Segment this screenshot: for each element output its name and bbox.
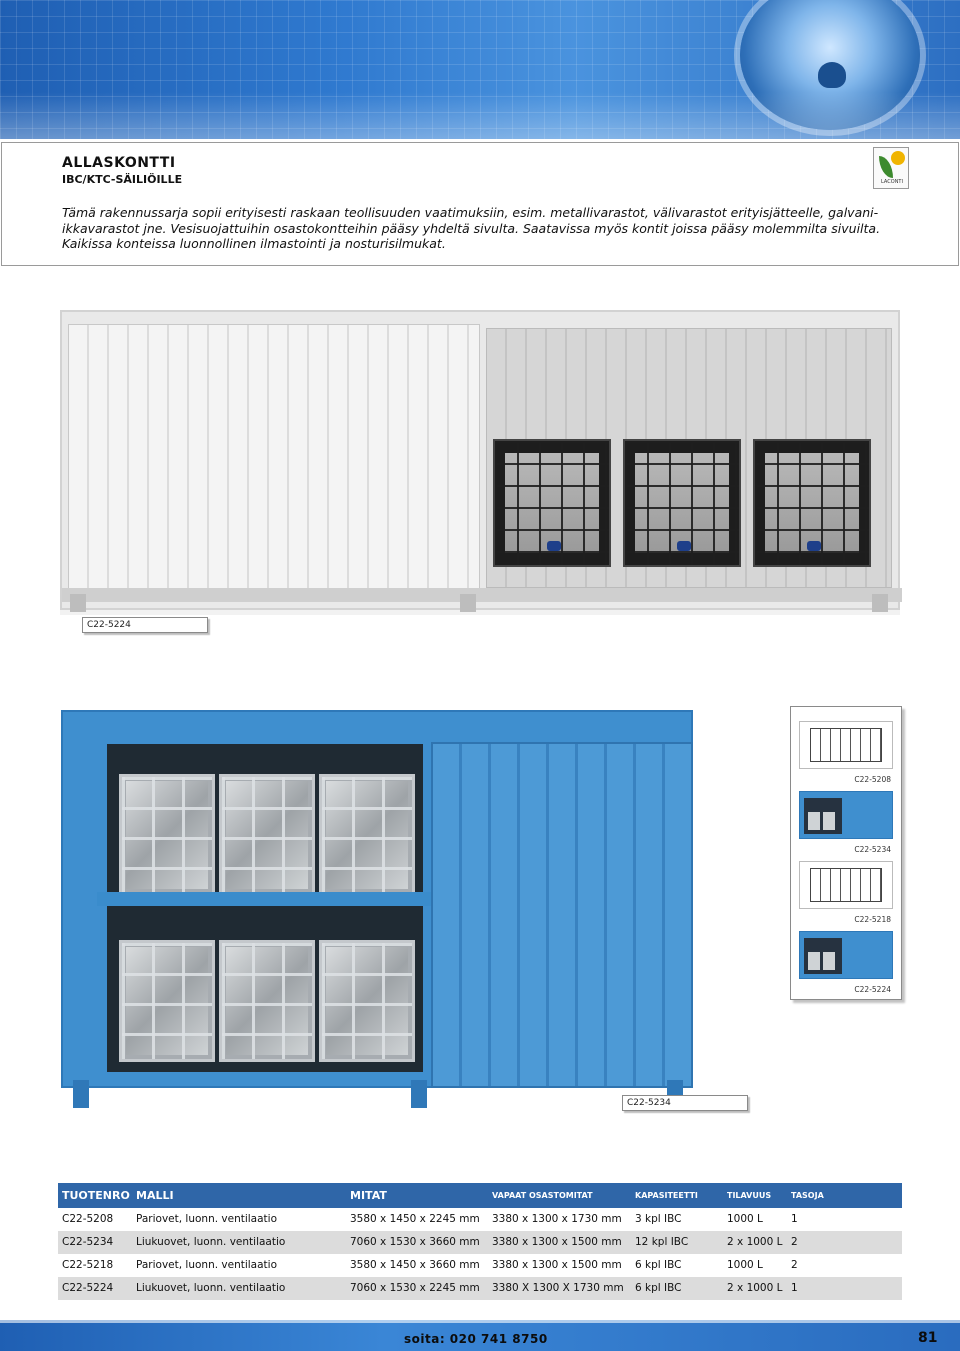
open-compartment [101, 738, 429, 1078]
cell-capacity: 6 kpl IBC [635, 1282, 682, 1294]
logo-text: LACONTI [881, 179, 903, 185]
cell-levels: 2 [791, 1236, 798, 1248]
column-header: KAPASITEETTI [635, 1191, 698, 1200]
logo-sun-icon [891, 151, 905, 165]
thumbnail-photo [799, 931, 893, 979]
cell-volume: 1000 L [727, 1259, 763, 1271]
table-row [58, 1231, 902, 1254]
sliding-door [68, 324, 480, 594]
ibc-tank [219, 774, 315, 896]
open-compartment [486, 328, 892, 588]
banner-fade [0, 92, 960, 142]
photo-caption: C22-5234 [622, 1095, 748, 1111]
ibc-tank [753, 439, 871, 567]
cell-capacity: 12 kpl IBC [635, 1236, 689, 1248]
page-number: 81 [918, 1330, 938, 1346]
cell-volume: 2 x 1000 L [727, 1282, 783, 1294]
intro-line: Kaikissa konteissa luonnollinen ilmastointi ja nosturisilmukat. [62, 236, 446, 251]
column-header: MITAT [350, 1189, 387, 1202]
cell-capacity: 3 kpl IBC [635, 1213, 682, 1225]
cell-product-number: C22-5208 [62, 1213, 114, 1225]
column-header: TASOJA [791, 1191, 824, 1200]
page-title: ALLASKONTTI [62, 155, 176, 171]
column-header: TUOTENRO [62, 1189, 130, 1202]
column-header: MALLI [136, 1189, 174, 1202]
cell-volume: 2 x 1000 L [727, 1236, 783, 1248]
cell-dimensions: 3580 x 1450 x 3660 mm [350, 1259, 480, 1271]
product-photo-c22-5234 [55, 708, 695, 1113]
shelf-level [97, 892, 431, 906]
table-row [58, 1208, 902, 1231]
intro-line: Tämä rakennussarja sopii erityisesti raskaan teollisuuden vaatimuksiin, esim. metallivarastot, välivarastot erityisjätteelle, galvani- [62, 205, 879, 220]
cell-model: Liukuovet, luonn. ventilaatio [136, 1282, 286, 1294]
intro-line: ikkavarastot jne. Vesisuojattuihin osastokontteihin pääsy yhdeltä sivulta. Saatavissa myös kontit joissa pääsy molemmilta sivuilta. [62, 220, 881, 236]
container-base [62, 588, 902, 602]
cell-dimensions: 3580 x 1450 x 2245 mm [350, 1213, 480, 1225]
ibc-tank [219, 940, 315, 1062]
model-thumbnails-panel [790, 706, 902, 1000]
footer-top-line [0, 1320, 960, 1323]
sliding-door [431, 742, 693, 1088]
cell-model: Liukuovet, luonn. ventilaatio [136, 1236, 286, 1248]
ibc-tank [319, 940, 415, 1062]
table-row [58, 1254, 902, 1277]
page-subtitle: IBC/KTC-SÄILIÖILLE [62, 173, 183, 186]
product-photo-c22-5224 [60, 310, 900, 615]
thumbnail-label: C22-5234 [854, 845, 891, 854]
cell-compartment-dimensions: 3380 x 1300 x 1500 mm [492, 1259, 622, 1271]
specs-table [58, 1183, 902, 1300]
cell-levels: 1 [791, 1282, 798, 1294]
water-drop-icon [818, 62, 846, 88]
laconti-logo [873, 147, 909, 189]
cell-volume: 1000 L [727, 1213, 763, 1225]
header-banner [0, 0, 960, 142]
thumbnail-photo [799, 791, 893, 839]
footer-bar [0, 1320, 960, 1351]
cell-product-number: C22-5218 [62, 1259, 114, 1271]
thumbnail-label: C22-5224 [854, 985, 891, 994]
cell-levels: 2 [791, 1259, 798, 1271]
cell-dimensions: 7060 x 1530 x 3660 mm [350, 1236, 480, 1248]
ibc-tank [623, 439, 741, 567]
container-leg [411, 1080, 427, 1108]
thumbnail-label: C22-5218 [854, 915, 891, 924]
cell-product-number: C22-5224 [62, 1282, 114, 1294]
cell-model: Pariovet, luonn. ventilaatio [136, 1259, 278, 1271]
table-header [58, 1183, 902, 1208]
column-header: TILAVUUS [727, 1191, 772, 1200]
photo-caption: C22-5224 [82, 617, 208, 633]
thumbnail-label: C22-5208 [854, 775, 891, 784]
cell-levels: 1 [791, 1213, 798, 1225]
phone-number: soita: 020 741 8750 [404, 1332, 548, 1346]
intro-box [1, 142, 959, 266]
cell-compartment-dimensions: 3380 x 1300 x 1500 mm [492, 1236, 622, 1248]
container-leg [73, 1080, 89, 1108]
thumbnail-drawing [799, 721, 893, 769]
ibc-tank [119, 940, 215, 1062]
ibc-tank [319, 774, 415, 896]
ibc-tank [493, 439, 611, 567]
container-leg [70, 594, 86, 612]
thumbnail-drawing [799, 861, 893, 909]
cell-model: Pariovet, luonn. ventilaatio [136, 1213, 278, 1225]
container-frame [61, 710, 693, 1088]
container-leg [872, 594, 888, 612]
cell-capacity: 6 kpl IBC [635, 1259, 682, 1271]
cell-dimensions: 7060 x 1530 x 2245 mm [350, 1282, 480, 1294]
cell-compartment-dimensions: 3380 x 1300 x 1730 mm [492, 1213, 622, 1225]
cell-product-number: C22-5234 [62, 1236, 114, 1248]
cell-compartment-dimensions: 3380 X 1300 X 1730 mm [492, 1282, 624, 1294]
container-leg [460, 594, 476, 612]
column-header: VAPAAT OSASTOMITAT [492, 1191, 593, 1200]
intro-paragraph [62, 205, 912, 252]
ibc-tank [119, 774, 215, 896]
container-frame [60, 310, 900, 610]
table-row [58, 1277, 902, 1300]
